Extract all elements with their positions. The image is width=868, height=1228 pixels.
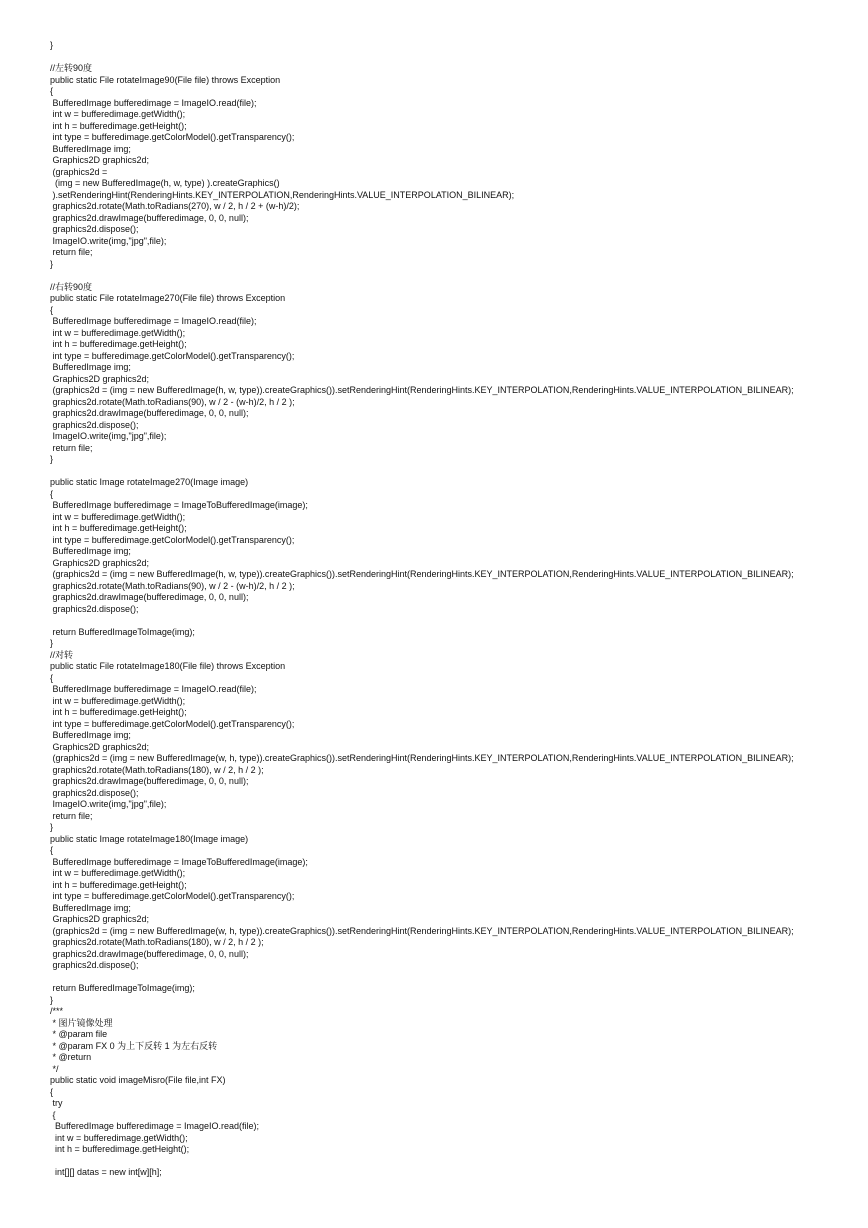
- code-line: int h = bufferedimage.getHeight();: [50, 707, 187, 717]
- code-line: graphics2d.drawImage(bufferedimage, 0, 0, null);: [50, 948, 249, 959]
- code-line: int h = bufferedimage.getHeight();: [50, 339, 187, 349]
- code-line: * @return: [50, 1052, 92, 1062]
- code-line: int type = bufferedimage.getColorModel().getTransparency();: [50, 132, 295, 142]
- code-line: BufferedImage bufferedimage = ImageIO.read(file);: [50, 97, 257, 108]
- code-line: (graphics2d = (img = new BufferedImage(w, h, type)).createGraphics()).setRenderingHint(RenderingHints.KEY_INTERPOLATION,RenderingHints.VALUE_INTERPOLATION_BILINEAR);: [50, 753, 794, 763]
- code-line: int type = bufferedimage.getColorModel().getTransparency();: [50, 350, 295, 361]
- code-line: Graphics2D graphics2d;: [50, 914, 150, 924]
- code-line: }: [50, 40, 54, 50]
- code-line: graphics2d.dispose();: [50, 224, 139, 234]
- code-line: return file;: [50, 247, 93, 257]
- code-line: graphics2d.dispose();: [50, 960, 139, 970]
- code-line: public static void imageMisro(File file,int FX): [50, 1075, 226, 1085]
- code-line: }: [50, 454, 54, 464]
- code-line: return BufferedImageToImage(img);: [50, 983, 195, 993]
- code-line: BufferedImage img;: [50, 902, 131, 913]
- code-line: int h = bufferedimage.getHeight();: [50, 120, 187, 131]
- code-line: graphics2d.drawImage(bufferedimage, 0, 0, null);: [50, 776, 249, 786]
- code-line: {: [50, 304, 54, 315]
- code-line: public static Image rotateImage180(Image image): [50, 833, 249, 844]
- code-line: [50, 972, 850, 984]
- code-line: int h = bufferedimage.getHeight();: [50, 1144, 190, 1154]
- code-line: graphics2d.rotate(Math.toRadians(180), w / 2, h / 2 );: [50, 764, 264, 775]
- code-line: (graphics2d = (img = new BufferedImage(w, h, type)).createGraphics()).setRenderingHint(RenderingHints.KEY_INTERPOLATION,RenderingHints.VALUE_INTERPOLATION_BILINEAR);: [50, 925, 794, 936]
- code-line: int type = bufferedimage.getColorModel().getTransparency();: [50, 534, 295, 545]
- code-line: graphics2d.rotate(Math.toRadians(90), w / 2 - (w-h)/2, h / 2 );: [50, 580, 295, 591]
- code-line: (graphics2d =: [50, 166, 108, 177]
- code-line: * @param FX 0 为上下反转 1 为左右反转: [50, 1040, 218, 1051]
- code-line: (graphics2d = (img = new BufferedImage(h, w, type)).createGraphics()).setRenderingHint(RenderingHints.KEY_INTERPOLATION,RenderingHints.VALUE_INTERPOLATION_BILINEAR);: [50, 385, 794, 395]
- code-line: return file;: [50, 442, 93, 453]
- code-line: graphics2d.rotate(Math.toRadians(270), w / 2, h / 2 + (w-h)/2);: [50, 201, 300, 211]
- code-line: */: [50, 1063, 59, 1074]
- code-line: int w = bufferedimage.getWidth();: [50, 327, 186, 338]
- code-line: int h = bufferedimage.getHeight();: [50, 523, 187, 533]
- code-line: }: [50, 258, 54, 269]
- code-line: BufferedImage img;: [50, 546, 131, 556]
- code-line: BufferedImage bufferedimage = ImageToBufferedImage(image);: [50, 856, 308, 867]
- code-line: graphics2d.dispose();: [50, 419, 139, 430]
- code-line: int w = bufferedimage.getWidth();: [50, 868, 186, 878]
- code-line: }: [50, 994, 54, 1005]
- code-line: int[][] datas = new int[w][h];: [50, 1167, 162, 1177]
- code-line: graphics2d.rotate(Math.toRadians(90), w / 2 - (w-h)/2, h / 2 );: [50, 396, 295, 407]
- code-line: BufferedImage bufferedimage = ImageToBufferedImage(image);: [50, 500, 308, 510]
- code-line: Graphics2D graphics2d;: [50, 741, 150, 752]
- code-line: ImageIO.write(img,"jpg",file);: [50, 799, 167, 809]
- code-line: graphics2d.dispose();: [50, 603, 139, 614]
- code-line: [50, 1156, 850, 1168]
- code-line: graphics2d.drawImage(bufferedimage, 0, 0, null);: [50, 212, 249, 223]
- code-line: * @param file: [50, 1029, 108, 1039]
- code-line: BufferedImage img;: [50, 730, 131, 740]
- code-line: return BufferedImageToImage(img);: [50, 626, 195, 637]
- code-line: (graphics2d = (img = new BufferedImage(h, w, type)).createGraphics()).setRenderingHint(RenderingHints.KEY_INTERPOLATION,RenderingHints.VALUE_INTERPOLATION_BILINEAR);: [50, 569, 794, 579]
- code-line: Graphics2D graphics2d;: [50, 155, 150, 165]
- code-line: BufferedImage img;: [50, 143, 131, 154]
- code-line: int h = bufferedimage.getHeight();: [50, 879, 187, 890]
- code-line: {: [50, 1086, 54, 1097]
- code-line: }: [50, 638, 54, 648]
- code-line: graphics2d.dispose();: [50, 787, 139, 798]
- code-line: int w = bufferedimage.getWidth();: [50, 109, 186, 119]
- code-line: BufferedImage bufferedimage = ImageIO.read(file);: [50, 316, 257, 326]
- code-line: graphics2d.rotate(Math.toRadians(180), w / 2, h / 2 );: [50, 937, 264, 947]
- code-line: public static Image rotateImage270(Image image): [50, 477, 249, 487]
- code-line: public static File rotateImage90(File file) throws Exception: [50, 74, 281, 85]
- code-line: public static File rotateImage270(File file) throws Exception: [50, 293, 286, 303]
- code-line: BufferedImage bufferedimage = ImageIO.read(file);: [50, 684, 257, 694]
- code-line: return file;: [50, 810, 93, 821]
- code-line: {: [50, 488, 54, 499]
- code-line: //右转90度: [50, 281, 93, 292]
- code-line: //对转: [50, 649, 74, 660]
- code-line: [50, 466, 850, 478]
- code-line: int w = bufferedimage.getWidth();: [50, 511, 186, 522]
- code-line: public static File rotateImage180(File file) throws Exception: [50, 661, 286, 671]
- code-line: graphics2d.drawImage(bufferedimage, 0, 0, null);: [50, 408, 249, 418]
- code-line: ).setRenderingHint(RenderingHints.KEY_INTERPOLATION,RenderingHints.VALUE_INTERPOLATION_BILINEAR);: [50, 189, 515, 200]
- code-line: ImageIO.write(img,"jpg",file);: [50, 235, 167, 246]
- code-line: {: [50, 845, 54, 855]
- code-line: {: [50, 672, 54, 683]
- code-line: {: [50, 86, 54, 96]
- code-line: graphics2d.drawImage(bufferedimage, 0, 0, null);: [50, 592, 249, 602]
- code-listing: [50, 40, 850, 1179]
- code-line: /***: [50, 1006, 64, 1016]
- code-line: [50, 615, 850, 627]
- code-line: BufferedImage bufferedimage = ImageIO.read(file);: [50, 1121, 260, 1131]
- code-line: ImageIO.write(img,"jpg",file);: [50, 431, 167, 441]
- code-line: [50, 270, 850, 282]
- code-line: int w = bufferedimage.getWidth();: [50, 695, 186, 706]
- code-line: Graphics2D graphics2d;: [50, 373, 150, 384]
- code-line: Graphics2D graphics2d;: [50, 557, 150, 568]
- code-line: BufferedImage img;: [50, 362, 131, 372]
- code-line: * 图片镜像处理: [50, 1017, 113, 1028]
- code-line: //左转90度: [50, 63, 93, 73]
- code-line: try: [50, 1098, 63, 1108]
- code-line: (img = new BufferedImage(h, w, type) ).createGraphics(): [50, 178, 280, 188]
- code-line: int type = bufferedimage.getColorModel().getTransparency();: [50, 891, 295, 901]
- code-line: }: [50, 822, 54, 832]
- code-line: {: [50, 1109, 56, 1120]
- code-line: int type = bufferedimage.getColorModel().getTransparency();: [50, 718, 295, 729]
- code-line: int w = bufferedimage.getWidth();: [50, 1132, 188, 1143]
- code-line: [50, 52, 850, 64]
